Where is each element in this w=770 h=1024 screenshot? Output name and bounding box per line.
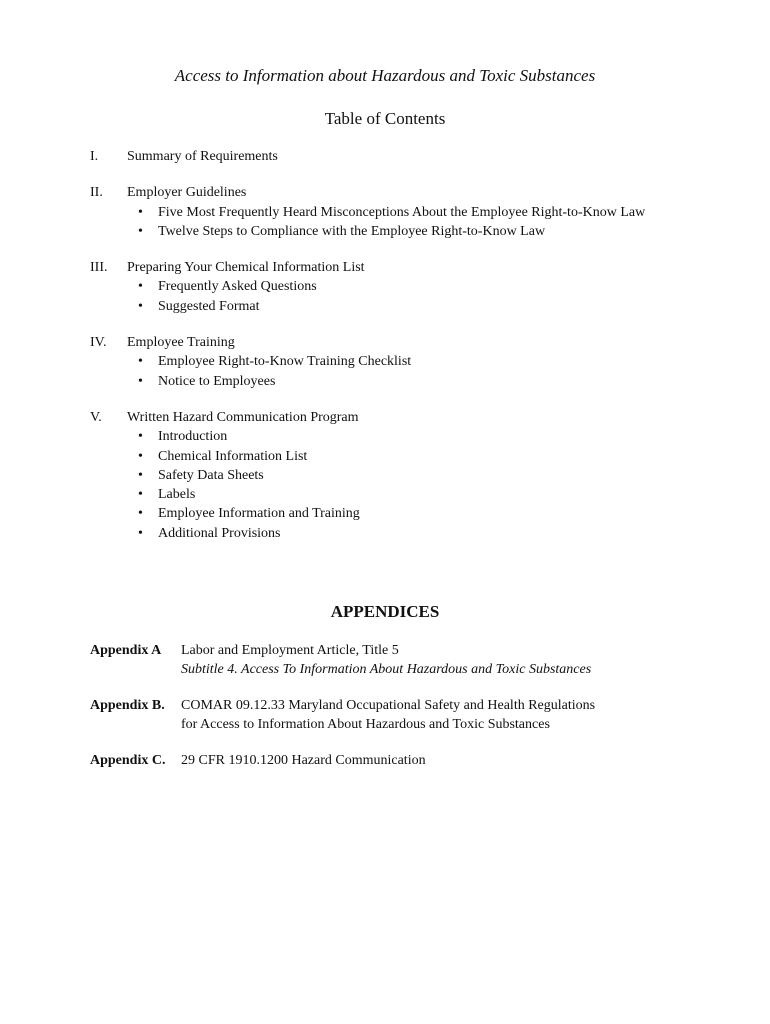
- appendix-label: Appendix B.: [90, 698, 165, 713]
- section-title: Employer Guidelines: [127, 185, 247, 201]
- bullet-icon: •: [138, 223, 143, 239]
- toc-section-1: [90, 147, 690, 166]
- bullet-icon: •: [138, 373, 143, 389]
- section-numeral: II.: [90, 185, 103, 201]
- section-title: Written Hazard Communication Program: [127, 409, 359, 425]
- document-title: Access to Information about Hazardous and Toxic Substances: [174, 66, 596, 85]
- appendix-body: [181, 641, 690, 679]
- section-title: Preparing Your Chemical Information List: [127, 260, 365, 276]
- bullet-icon: •: [138, 487, 143, 503]
- bullet-icon: •: [138, 279, 143, 295]
- bullet-item: [90, 352, 658, 371]
- appendix-body: [181, 696, 690, 734]
- section-bullets: [90, 203, 690, 242]
- toc-section-3: [90, 258, 690, 316]
- appendix-body: [181, 751, 690, 770]
- section-numeral: V.: [90, 409, 102, 425]
- appendix-c: [90, 751, 690, 770]
- toc-section-4: [90, 333, 690, 391]
- bullet-icon: •: [138, 467, 143, 483]
- appendix-label: Appendix A: [90, 643, 162, 658]
- toc-heading: Table of Contents: [324, 109, 446, 128]
- bullet-item: [90, 447, 658, 466]
- section-numeral: III.: [90, 260, 108, 276]
- bullet-icon: •: [138, 204, 143, 220]
- bullet-text: Employee Right-to-Know Training Checklist: [158, 354, 412, 370]
- section-numeral: I.: [90, 149, 99, 164]
- section-title: Employee Training: [127, 335, 235, 351]
- appendix-line: COMAR 09.12.33 Maryland Occupational Safety and Health Regulations: [181, 698, 596, 713]
- bullet-text: Labels: [158, 487, 196, 503]
- bullet-item: [90, 427, 658, 446]
- bullet-text: Introduction: [158, 429, 228, 445]
- toc-section-5: [90, 408, 690, 543]
- section-bullets: [90, 427, 690, 543]
- section-bullets: [90, 277, 690, 316]
- toc-section-2: [90, 183, 690, 241]
- bullet-icon: •: [138, 354, 143, 370]
- bullet-item: [90, 504, 658, 523]
- bullet-icon: •: [138, 525, 143, 541]
- bullet-item: [90, 222, 658, 241]
- bullet-item: [90, 297, 658, 316]
- appendix-b: [90, 696, 690, 734]
- bullet-icon: •: [138, 298, 143, 314]
- bullet-item: [90, 485, 658, 504]
- bullet-text: Suggested Format: [158, 298, 260, 314]
- appendix-line: 29 CFR 1910.1200 Hazard Communication: [181, 753, 426, 768]
- section-bullets: [90, 352, 690, 391]
- appendix-line: Labor and Employment Article, Title 5: [181, 643, 399, 658]
- bullet-icon: •: [138, 448, 143, 464]
- bullet-text: Five Most Frequently Heard Misconceptions About the Employee Right-to-Know Law: [158, 204, 646, 220]
- bullet-icon: •: [138, 429, 143, 445]
- bullet-text: Additional Provisions: [158, 525, 281, 541]
- bullet-icon: •: [138, 506, 143, 522]
- bullet-item: [90, 524, 658, 543]
- appendices-heading: APPENDICES: [330, 602, 440, 621]
- section-title: Summary of Requirements: [127, 149, 278, 164]
- appendix-line: for Access to Information About Hazardous and Toxic Substances: [181, 717, 550, 732]
- bullet-text: Employee Information and Training: [158, 506, 360, 522]
- appendix-subtitle: Subtitle 4. Access To Information About Hazardous and Toxic Substances: [181, 662, 592, 677]
- appendix-a: [90, 641, 690, 679]
- bullet-item: [90, 466, 658, 485]
- bullet-text: Notice to Employees: [158, 373, 276, 389]
- appendix-label: Appendix C.: [90, 753, 166, 768]
- bullet-text: Twelve Steps to Compliance with the Employee Right-to-Know Law: [158, 223, 546, 239]
- bullet-item: [90, 372, 658, 391]
- bullet-text: Safety Data Sheets: [158, 467, 264, 483]
- bullet-item: [90, 277, 658, 296]
- bullet-text: Frequently Asked Questions: [158, 279, 317, 295]
- appendix-list: [90, 641, 690, 787]
- section-numeral: IV.: [90, 335, 107, 351]
- bullet-text: Chemical Information List: [158, 448, 308, 464]
- toc-sections: [90, 147, 690, 560]
- bullet-item: [90, 203, 658, 222]
